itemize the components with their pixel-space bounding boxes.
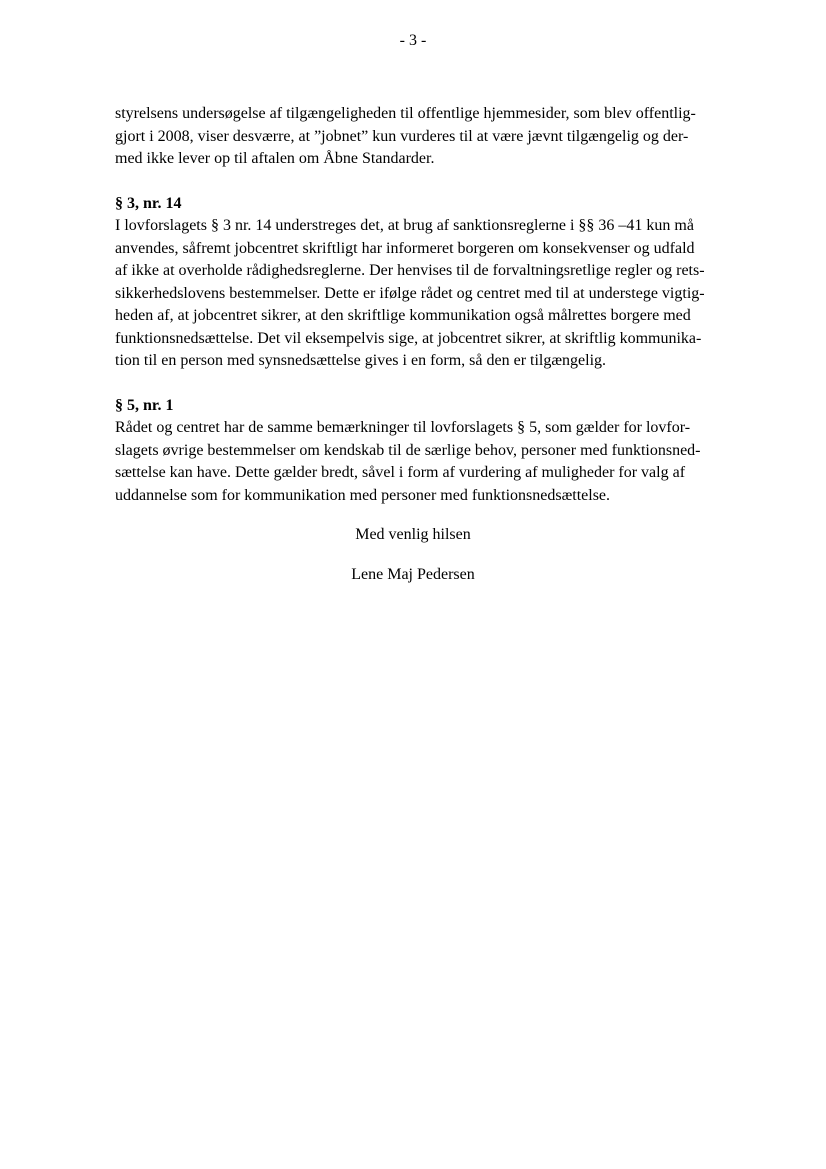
section-paragraph [115, 417, 715, 507]
paragraph-line: tion til en person med synsnedsættelse gives i en form, så den er tilgængelig. [115, 352, 607, 369]
intro-paragraph [115, 103, 715, 171]
paragraph-line: Rådet og centret har de samme bemærkninger til lovforslagets § 5, som gælder for lovfor- [115, 419, 691, 436]
section-paragraph [115, 215, 715, 373]
paragraph-line: styrelsens undersøgelse af tilgængeligheden til offentlige hjemmesider, som blev offentlig- [115, 105, 696, 122]
paragraph-line: af ikke at overholde rådighedsreglerne. Der henvises til de forvaltningsretlige regler og rets- [115, 262, 705, 279]
letter-body [115, 103, 715, 507]
paragraph-line: uddannelse som for kommunikation med personer med funktionsnedsættelse. [115, 486, 611, 504]
paragraph-line: gjort i 2008, viser desværre, at ”jobnet” kun vurderes til at være jævnt tilgængelig og der- [115, 127, 689, 145]
paragraph-line: sikkerhedslovens bestemmelser. Dette er ifølge rådet og centret med til at understege vigtig- [115, 284, 705, 302]
paragraph-line: med ikke lever op til aftalen om Åbne Standarder. [115, 150, 435, 167]
paragraph-line: slagets øvrige bestemmelser om kendskab til de særlige behov, personer med funktionsned- [115, 441, 701, 459]
section-heading: § 3, nr. 14 [115, 194, 182, 212]
signature-name: Lene Maj Pedersen [351, 566, 475, 583]
paragraph-line: heden af, at jobcentret sikrer, at den skriftlige kommunikation også målrettes borgere med [115, 307, 691, 324]
closing-greeting: Med venlig hilsen [355, 526, 471, 543]
page-number: - 3 - [399, 32, 427, 49]
paragraph-line: sættelse kan have. Dette gælder bredt, såvel i form af vurdering af muligheder for valg af [115, 464, 686, 481]
paragraph-line: funktionsnedsættelse. Det vil eksempelvis sige, at jobcentret sikrer, at skriftlig kommunika- [115, 329, 702, 347]
paragraph-line: anvendes, såfremt jobcentret skriftligt har informeret borgeren om konsekvenser og udfald [115, 239, 695, 257]
section-3-nr-14 [115, 193, 715, 373]
paragraph-line: I lovforslagets § 3 nr. 14 understreges det, at brug af sanktionsreglerne i §§ 36 –41 kun må [115, 217, 694, 234]
section-5-nr-1 [115, 395, 715, 508]
section-heading: § 5, nr. 1 [115, 396, 174, 414]
